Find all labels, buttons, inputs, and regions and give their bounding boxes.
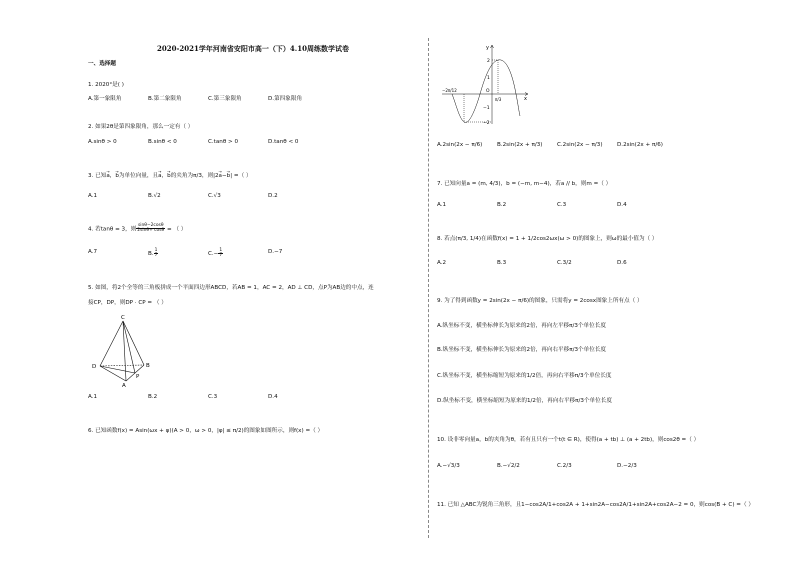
option-a[interactable]: A.2 xyxy=(437,260,447,266)
question-7-options xyxy=(437,202,677,210)
quadrilateral-figure xyxy=(88,312,168,388)
tick-label-2: 2 xyxy=(487,59,490,64)
fraction: $\frac{\sin\theta-2\cos\theta}{2\sin\theta+ \cos\theta}$ xyxy=(137,223,165,234)
question-10-stem: 10. 设非零向量a，b的夹角为θ，若有且只有一个t(t ∈ R)，使得(a + tb) ⊥ (a + 2tb)，则cos2θ =（ ） xyxy=(437,437,700,443)
option-d[interactable]: D.4 xyxy=(268,394,278,400)
tick-label-left: −2π/12 xyxy=(442,88,457,93)
label-a: A xyxy=(122,383,126,388)
option-a[interactable]: A.−√3/3 xyxy=(437,463,460,469)
option-d[interactable]: D.−2/3 xyxy=(617,463,637,469)
option-a[interactable]: A.sinθ > 0 xyxy=(88,139,117,145)
label-p: P xyxy=(136,374,140,380)
sine-graph xyxy=(440,42,532,126)
section-heading: 一、选择题 xyxy=(88,61,116,67)
question-4-stem: 4. 若tanθ = 3，则 $\frac{\sin\theta-2\cos\theta}{2\sin\theta+ \cos\theta}$ = （ ） xyxy=(88,223,187,234)
question-2-options xyxy=(88,139,328,147)
option-b[interactable]: B.3 xyxy=(497,260,507,266)
option-d[interactable]: D.纵坐标不变，横坐标缩短为原来的1/2倍，再向右平移π/3个单位长度 xyxy=(437,398,612,404)
question-9-stem: 9. 为了得到函数y = 2sin(2x − π/6)的图象，只需将y = 2cosx图象上所有点（ ） xyxy=(437,298,643,304)
question-6-options xyxy=(437,142,677,150)
question-5-options xyxy=(88,394,328,402)
option-d[interactable]: D.第四象限角 xyxy=(268,96,303,102)
option-d[interactable]: D.tanθ < 0 xyxy=(268,139,299,145)
option-b[interactable]: B.2 xyxy=(148,394,158,400)
question-8-options xyxy=(437,260,677,268)
option-a[interactable]: A.1 xyxy=(88,193,98,199)
question-3-stem: 3. 已知→ a，→ b为单位向量，且→ a，→ b的夹角为π/3，则|2→ a−→ b| =（ ） xyxy=(88,173,252,181)
option-c[interactable]: C.3 xyxy=(208,394,218,400)
option-a[interactable]: A.2sin(2x − π/6) xyxy=(437,142,483,148)
option-c[interactable]: C.√3 xyxy=(208,193,221,199)
option-c[interactable]: C.2/3 xyxy=(557,463,572,469)
option-a[interactable]: A.7 xyxy=(88,249,98,255)
tick-label-minus-2: −2 xyxy=(483,121,490,126)
option-c[interactable]: C.纵坐标不变，横坐标缩短为原来的1/2倍，再向右平移π/3个单位长度 xyxy=(437,373,612,379)
option-d[interactable]: D.6 xyxy=(617,260,627,266)
option-b[interactable]: B.2sin(2x + π/3) xyxy=(497,142,543,148)
question-7-stem: 7. 已知向量a = (m, 4/3)，b = (−m, m−4)，若a // b，则m =（ ） xyxy=(437,181,612,187)
label-b: B xyxy=(146,363,150,369)
question-4-options xyxy=(88,249,328,259)
option-c[interactable]: C.− $\frac{1}{7}$ xyxy=(208,248,223,259)
question-3-options xyxy=(88,193,328,201)
axis-label-x: x xyxy=(524,96,527,102)
option-c[interactable]: C.2sin(2x − π/3) xyxy=(557,142,603,148)
option-c[interactable]: C.3/2 xyxy=(557,260,572,266)
option-b[interactable]: B.2 xyxy=(497,202,507,208)
question-6-stem: 6. 已知函数f(x) = Asin(ωx + φ)(A > 0，ω > 0，|φ| ≤ π/2)的图象如图所示，则f(x) =（ ） xyxy=(88,428,324,434)
option-a[interactable]: A.1 xyxy=(437,202,447,208)
option-c[interactable]: C.3 xyxy=(557,202,567,208)
column-divider xyxy=(428,38,429,538)
question-5-stem-line1: 5. 如图，将2个全等的三角板拼成一个平面四边形ABCD，若AB = 1，AC = 2，AD ⊥ CD，点P为AB边的中点，连 xyxy=(88,285,374,291)
option-b[interactable]: B.−√2/2 xyxy=(497,463,520,469)
option-b[interactable]: B.√2 xyxy=(148,193,161,199)
tick-label-pi-third: π/3 xyxy=(495,97,502,102)
question-2-stem: 2. 如果2θ是第四象限角，那么一定有（ ） xyxy=(88,124,194,130)
option-c[interactable]: C.第三象限角 xyxy=(208,96,242,102)
question-10-options xyxy=(437,463,677,471)
option-c[interactable]: C.tanθ > 0 xyxy=(208,139,239,145)
option-d[interactable]: D.2 xyxy=(268,193,278,199)
option-a[interactable]: A.第一象限角 xyxy=(88,96,122,102)
axis-label-y: y xyxy=(486,45,489,51)
question-11-stem: 11. 已知 △ABC为锐角三角形，且1−cos2A/1+cos2A + 1+sin2A−cos2A/1+sin2A+cos2A−2 = 0，则cos(B + C) =（ ） xyxy=(437,502,754,508)
tick-label-1: 1 xyxy=(487,76,490,81)
question-1-options xyxy=(88,96,328,104)
option-b[interactable]: B.纵坐标不变，横坐标伸长为原来的2倍，再向右平移π/3个单位长度 xyxy=(437,347,607,353)
exam-title: 2020-2021学年河南省安阳市高一（下）4.10周练数学试卷 xyxy=(157,44,349,53)
label-c: C xyxy=(121,315,125,321)
option-d[interactable]: D.2sin(2x + π/6) xyxy=(617,142,663,148)
label-d: D xyxy=(92,364,97,370)
question-5-stem-line2: 接CP，DP，则DP · CP = （ ） xyxy=(88,300,167,306)
option-d[interactable]: D.4 xyxy=(617,202,627,208)
question-1-stem: 1. 2020°是( ) xyxy=(88,82,124,88)
option-a[interactable]: A.1 xyxy=(88,394,98,400)
option-b[interactable]: B.sinθ < 0 xyxy=(148,139,177,145)
option-b[interactable]: B.第二象限角 xyxy=(148,96,182,102)
option-d[interactable]: D.−7 xyxy=(268,249,283,255)
question-8-stem: 8. 若点(π/3, 1/4)在函数f(x) = 1 + 1/2cos2ωx(ω > 0)的图象上，则ω的最小值为（ ） xyxy=(437,236,658,242)
option-a[interactable]: A.纵坐标不变，横坐标伸长为原来的2倍，再向左平移π/3个单位长度 xyxy=(437,323,606,329)
origin-label: O xyxy=(486,89,490,94)
tick-label-minus-1: −1 xyxy=(483,106,490,111)
option-b[interactable]: B. $\frac{1}{7}$ xyxy=(148,248,158,259)
